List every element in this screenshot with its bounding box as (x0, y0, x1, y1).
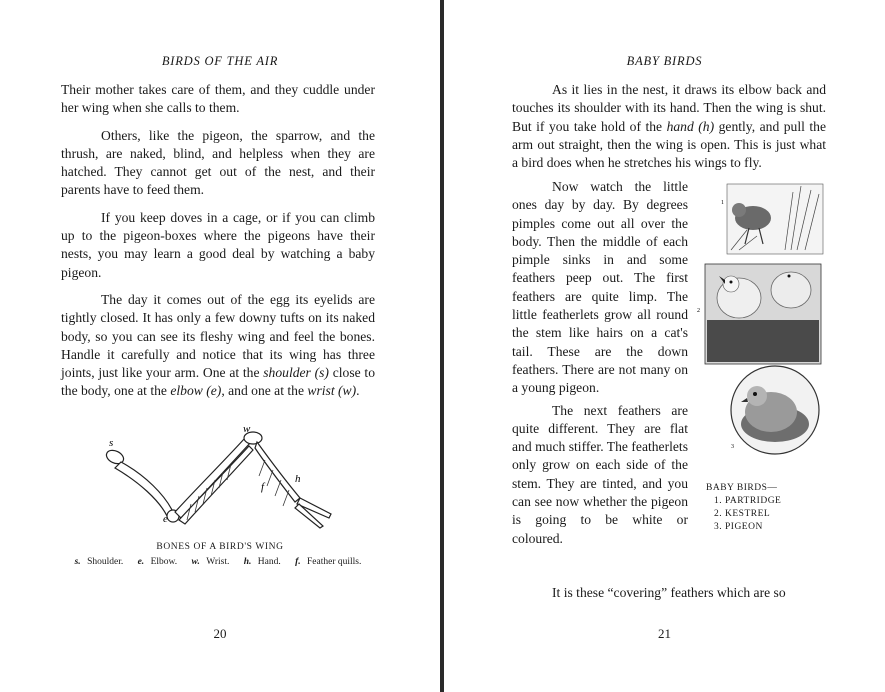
right-paragraph-2 (512, 178, 688, 398)
baby-birds-caption (706, 482, 781, 534)
left-page (0, 0, 440, 692)
right-paragraph-1-text-b: gently, and pull the arm out straight, then the wing is open. This is just what a bird does when he stretches his wings to fly. (512, 118, 826, 171)
baby-birds-illustration (697, 180, 835, 455)
legend-key: e. (137, 557, 145, 567)
legend-value: Wrist. (206, 557, 230, 567)
right-paragraph-2-text: Now watch the little ones day by day. By degrees pimples come out all over the body. Then the middle of each pimple sinks in and some feathers peep out. The first feathers are quite limp. The little featherlets grow all round the stem like hairs on a cat's tail. These are the down feathers. There are not many on a young pigeon. (512, 179, 688, 396)
shoulder-term: shoulder (s) (263, 365, 329, 381)
legend-key: f. (295, 557, 301, 567)
right-column-text (512, 178, 688, 552)
wing-bones-illustration (95, 420, 345, 540)
label-w: w (243, 423, 251, 435)
right-paragraph-3-text: The next feathers are quite different. They are flat and much stiffer. The featherlets only grow on each side of the stem. They are tinted, and you can see now whether the pigeon is going to be white or coloured. (512, 402, 688, 546)
legend-item (192, 557, 234, 567)
page-number-right: 21 (658, 626, 671, 641)
caption-item: 2. KESTREL (714, 509, 771, 519)
wing-figure-caption: BONES OF A BIRD'S WING (156, 542, 284, 552)
figure-number-2: 2 (697, 308, 700, 314)
caption-item: 3. PIGEON (714, 522, 763, 532)
hand-term: hand (h) (666, 118, 715, 134)
partridge-picture (721, 184, 823, 254)
left-body (61, 81, 375, 410)
legend-value: Elbow. (150, 557, 178, 567)
right-paragraph-1-text-a: As it lies in the nest, it draws its elbow back and touches its shoulder with its hand. Then the wing is shut. But if you take hold of the (512, 82, 826, 134)
legend-item (295, 557, 365, 567)
elbow-term: elbow (e) (170, 383, 222, 399)
right-paragraph-1 (512, 81, 826, 172)
legend-item (244, 557, 285, 567)
paragraph-4 (61, 291, 375, 401)
paragraph-2-text: Others, like the pigeon, the sparrow, and the thrush, are naked, blind, and helpless when they are hatched. They cannot get out of the nest, and their parents have to feed them. (61, 127, 375, 198)
paragraph-2 (61, 127, 375, 200)
pigeon-picture (731, 366, 819, 454)
legend-item (138, 557, 182, 567)
running-head-right: BABY BIRDS (626, 54, 703, 68)
label-f: f (261, 481, 265, 493)
label-h: h (295, 473, 301, 485)
paragraph-4-text-c: , and one at the (221, 383, 308, 399)
figure-number-3: 3 (731, 444, 734, 450)
legend-key: s. (74, 557, 81, 567)
legend-value: Feather quills. (307, 557, 362, 567)
paragraph-4-text-a: The day it comes out of the egg its eyelids are tightly closed. It has only a few downy tufts on its naked body, so you can see its fleshy wing and feel the bones. Handle it carefully and notice that its wing has three joints, just like your arm. One at the (61, 291, 375, 381)
legend-key: w. (191, 557, 200, 567)
right-last-line (512, 584, 826, 602)
right-paragraph-3 (512, 402, 688, 548)
paragraph-3-text: If you keep doves in a cage, or if you can climb up to the pigeon-boxes where the pigeons have their nests, you may learn a good deal by watching a baby pigeon. (61, 209, 375, 280)
legend-value: Shoulder. (87, 557, 124, 567)
legend-value: Hand. (257, 557, 281, 567)
right-paragraph-4 (512, 584, 826, 602)
paragraph-3 (61, 209, 375, 282)
paragraph-1 (61, 81, 375, 118)
right-page (444, 0, 885, 692)
caption-item: 1. PARTRIDGE (714, 496, 782, 506)
running-head-left: BIRDS OF THE AIR (161, 54, 279, 68)
kestrel-picture (697, 264, 821, 364)
paragraph-1-text: Their mother takes care of them, and they cuddle under her wing when she calls to them. (61, 82, 375, 116)
paragraph-4-text-b: close to the body, one at the (61, 365, 375, 399)
baby-birds-caption-title: BABY BIRDS— (706, 483, 778, 493)
legend-item (75, 557, 128, 567)
label-e: e (163, 513, 168, 525)
page-number-left: 20 (213, 626, 227, 641)
figure-number-1: 1 (721, 200, 724, 206)
right-top-paragraph (512, 81, 826, 172)
wrist-term: wrist (w) (307, 383, 357, 399)
wing-figure-legend (0, 557, 440, 567)
label-s: s (109, 437, 114, 449)
legend-key: h. (243, 557, 252, 567)
right-paragraph-4-text: It is these “covering” feathers which are so (552, 585, 786, 600)
paragraph-4-text-d: . (356, 383, 360, 399)
